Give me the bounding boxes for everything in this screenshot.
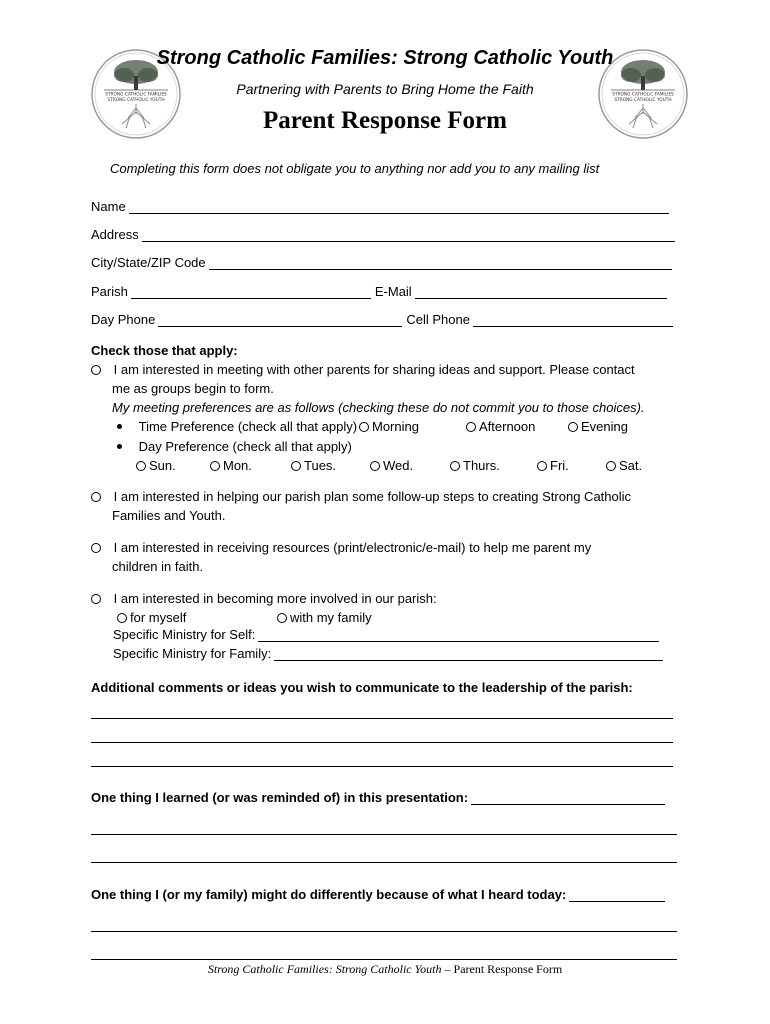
bullet-icon [117, 424, 122, 429]
day-sat [606, 456, 642, 475]
cell-phone-label: Cell Phone [406, 312, 470, 327]
name-row [91, 199, 669, 214]
svg-text:STRONG CATHOLIC YOUTH: STRONG CATHOLIC YOUTH [614, 98, 672, 103]
address-label: Address [91, 227, 139, 242]
meeting-text-1: I am interested in meeting with other parents for sharing ideas and support. Please contact [113, 362, 635, 377]
mon-checkbox[interactable] [210, 461, 220, 471]
evening-checkbox[interactable] [568, 422, 578, 432]
followup-checkbox[interactable] [91, 492, 101, 502]
with-family-label: with my family [290, 610, 372, 625]
time-afternoon [466, 417, 535, 436]
page-footer [0, 962, 770, 977]
learned-heading: One thing I learned (or was reminded of) in this presentation: [91, 790, 469, 805]
day-phone-label: Day Phone [91, 312, 156, 327]
afternoon-label: Afternoon [479, 419, 536, 434]
fri-label: Fri. [550, 458, 569, 473]
bullet-icon [117, 444, 122, 449]
differently-line-2[interactable] [91, 931, 677, 932]
time-pref-label: Time Preference (check all that apply) [138, 419, 358, 434]
meeting-text-2: me as groups begin to form. [112, 381, 274, 396]
day-thurs [450, 456, 500, 475]
ministry-self-line[interactable] [258, 627, 659, 642]
page-title: Strong Catholic Families: Strong Catholic Youth [156, 47, 614, 69]
name-line[interactable] [129, 199, 669, 214]
check-heading: Check those that apply: [91, 343, 238, 358]
svg-text:STRONG CATHOLIC YOUTH: STRONG CATHOLIC YOUTH [107, 98, 165, 103]
for-myself-label: for myself [130, 610, 187, 625]
ministry-self-label: Specific Ministry for Self: [113, 627, 256, 642]
differently-line-3[interactable] [91, 959, 677, 960]
morning-checkbox[interactable] [359, 422, 369, 432]
comments-line-3[interactable] [91, 766, 673, 767]
evening-label: Evening [581, 419, 628, 434]
email-label: E-Mail [374, 284, 412, 299]
followup-text-2: Families and Youth. [112, 508, 226, 523]
resources-text-2: children in faith. [112, 559, 204, 574]
notice-text: Completing this form does not obligate you to anything nor add you to any mailing list [110, 161, 600, 176]
differently-line[interactable] [569, 887, 665, 902]
comments-heading: Additional comments or ideas you wish to communicate to the leadership of the parish: [91, 680, 633, 695]
footer-italic: Strong Catholic Families: Strong Catholic Youth [207, 962, 442, 976]
time-evening [568, 417, 628, 436]
involved-text: I am interested in becoming more involved in our parish: [113, 591, 437, 606]
day-wed [370, 456, 413, 475]
with-family-checkbox[interactable] [277, 613, 287, 623]
preferences-note: My meeting preferences are as follows (checking these do not commit you to those choices). [112, 400, 645, 415]
afternoon-checkbox[interactable] [466, 422, 476, 432]
address-line[interactable] [142, 227, 675, 242]
sat-label: Sat. [619, 458, 643, 473]
ministry-self-row [113, 627, 659, 642]
sun-label: Sun. [149, 458, 176, 473]
name-label: Name [91, 199, 126, 214]
form-title: Parent Response Form [263, 107, 507, 134]
address-row [91, 227, 675, 242]
meeting-checkbox[interactable] [91, 365, 101, 375]
ministry-family-label: Specific Ministry for Family: [113, 646, 272, 661]
fri-checkbox[interactable] [537, 461, 547, 471]
resources-option [91, 538, 591, 557]
time-preference-row [117, 417, 357, 436]
svg-text:STRONG CATHOLIC FAMILIES: STRONG CATHOLIC FAMILIES [105, 92, 167, 98]
followup-text-1: I am interested in helping our parish plan some follow-up steps to creating Strong Catholic [113, 489, 632, 504]
city-label: City/State/ZIP Code [91, 255, 206, 270]
email-line[interactable] [415, 284, 667, 299]
phone-row [91, 312, 673, 327]
mon-label: Mon. [223, 458, 252, 473]
parish-label: Parish [91, 284, 128, 299]
with-family-option [277, 608, 372, 627]
svg-text:STRONG CATHOLIC FAMILIES: STRONG CATHOLIC FAMILIES [612, 92, 674, 98]
involved-checkbox[interactable] [91, 594, 101, 604]
resources-checkbox[interactable] [91, 543, 101, 553]
city-row [91, 255, 672, 270]
city-line[interactable] [209, 255, 672, 270]
thurs-checkbox[interactable] [450, 461, 460, 471]
day-phone-line[interactable] [158, 312, 402, 327]
learned-line-3[interactable] [91, 862, 677, 863]
comments-line-2[interactable] [91, 742, 673, 743]
differently-row [91, 887, 665, 902]
differently-heading: One thing I (or my family) might do differently because of what I heard today: [91, 887, 567, 902]
day-sun [136, 456, 176, 475]
day-mon [210, 456, 252, 475]
ministry-family-row [113, 646, 663, 661]
for-myself-option [117, 608, 186, 627]
comments-line-1[interactable] [91, 718, 673, 719]
day-tues [291, 456, 336, 475]
resources-text-1: I am interested in receiving resources (print/electronic/e-mail) to help me parent my [113, 540, 592, 555]
ministry-family-line[interactable] [274, 646, 663, 661]
tues-label: Tues. [304, 458, 337, 473]
involved-option [91, 589, 437, 608]
thurs-label: Thurs. [463, 458, 500, 473]
meeting-option [91, 360, 635, 379]
cell-phone-line[interactable] [473, 312, 673, 327]
learned-row [91, 790, 665, 805]
for-myself-checkbox[interactable] [117, 613, 127, 623]
morning-label: Morning [372, 419, 419, 434]
day-fri [537, 456, 569, 475]
tues-checkbox[interactable] [291, 461, 301, 471]
parish-row [91, 284, 667, 299]
sat-checkbox[interactable] [606, 461, 616, 471]
parish-line[interactable] [131, 284, 371, 299]
page-subtitle: Partnering with Parents to Bring Home the Faith [236, 81, 534, 97]
followup-option [91, 487, 631, 506]
footer-plain: – Parent Response Form [441, 962, 563, 976]
sun-checkbox[interactable] [136, 461, 146, 471]
day-preference-row [117, 437, 352, 456]
learned-line-2[interactable] [91, 834, 677, 835]
learned-line[interactable] [471, 790, 665, 805]
wed-label: Wed. [383, 458, 414, 473]
day-pref-label: Day Preference (check all that apply) [138, 439, 352, 454]
wed-checkbox[interactable] [370, 461, 380, 471]
time-morning [359, 417, 419, 436]
